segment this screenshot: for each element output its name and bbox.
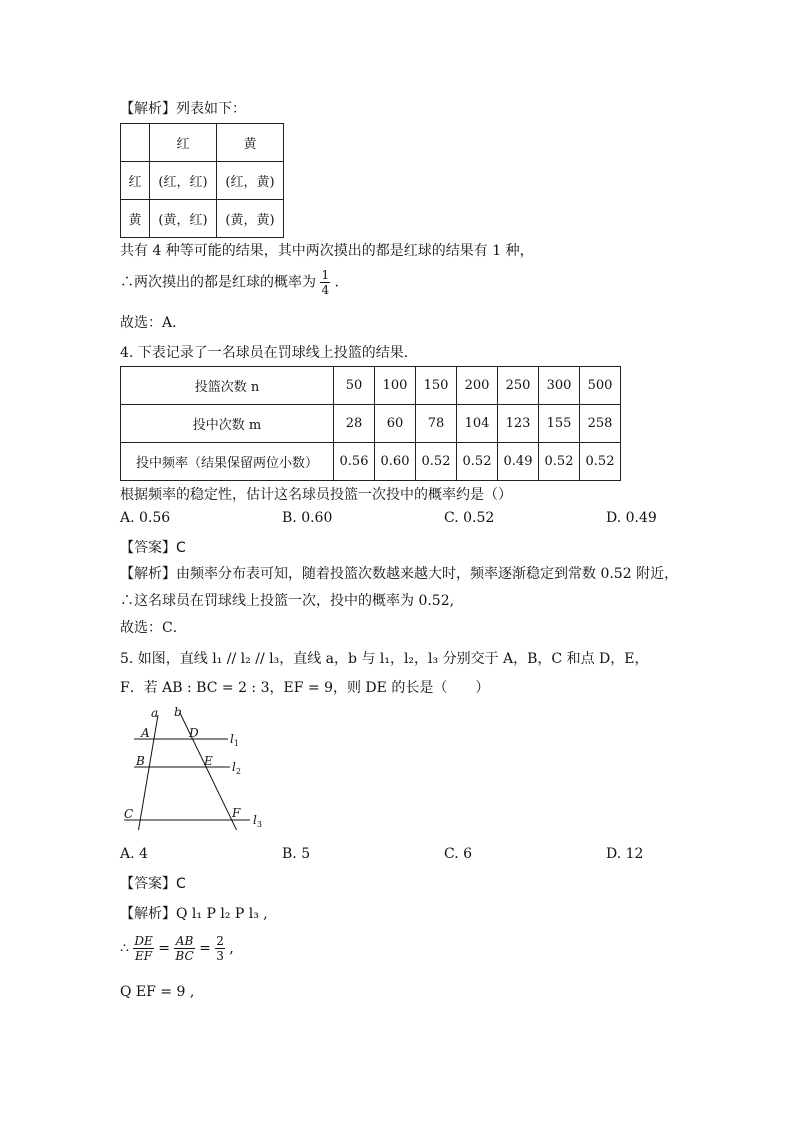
table-cell: (黄，红) [150, 200, 217, 238]
table-cell: 155 [539, 405, 580, 443]
therefore-symbol: ∴ [120, 940, 129, 957]
fraction-de-ef [133, 934, 153, 963]
table-cell: 123 [498, 405, 539, 443]
comma: , [229, 940, 234, 957]
q3-line1: 共有 4 种等可能的结果，其中两次摸出的都是红球的结果有 1 种， [120, 243, 534, 259]
q4-stem: 4. 下表记录了一名球员在罚球线上投篮的结果． [120, 345, 418, 361]
table-cell: 104 [457, 405, 498, 443]
table-cell: 78 [416, 405, 457, 443]
analysis-intro: 列表如下： [176, 101, 246, 117]
q3-outcome-table [120, 123, 284, 238]
fraction-numerator: AB [175, 934, 194, 948]
table-cell: 50 [334, 367, 375, 405]
table-cell: 0.52 [416, 443, 457, 481]
label-F: F [232, 806, 241, 820]
q5-analysis-line3: Q EF = 9 , [120, 984, 195, 1000]
q3-choice: 故选：A． [120, 315, 187, 331]
table-cell: (红，红) [150, 162, 217, 200]
q4-shot-table [120, 366, 621, 481]
label-b: b [174, 705, 182, 719]
q4-analysis-line2: ∴这名球员在罚球线上投篮一次，投中的概率为 0.52, [120, 593, 455, 609]
table-row-header: 红 [121, 162, 150, 200]
fraction-numerator: 1 [321, 268, 330, 282]
fraction-2-3 [215, 934, 225, 963]
label-l3 [253, 813, 262, 829]
label-a: a [151, 706, 159, 720]
label-l1-sub: 1 [233, 739, 239, 748]
table-cell: 250 [498, 367, 539, 405]
q3-line2-suffix: . [334, 274, 339, 291]
q4-answer: 【答案】C [120, 540, 186, 556]
table-cell: 200 [457, 367, 498, 405]
q5-option-d: D. 12 [606, 846, 644, 862]
table-cell: 0.49 [498, 443, 539, 481]
label-l1-letter: l [230, 732, 234, 746]
table-row-header: 黄 [121, 200, 150, 238]
q5-analysis-line1: 【解析】Q l₁ P l₂ P l₃ , [120, 906, 268, 922]
fraction-numerator: DE [134, 934, 153, 948]
equals-sign: = [199, 940, 211, 957]
label-E: E [204, 754, 213, 768]
fraction [320, 268, 330, 297]
table-cell: 0.56 [334, 443, 375, 481]
table-cell: 0.60 [375, 443, 416, 481]
table-cell: 60 [375, 405, 416, 443]
q3-probability-text: ∴两次摸出的都是红球的概率为 [120, 274, 316, 291]
q4-analysis-line1: 【解析】由频率分布表可知，随着投篮次数越来越大时，频率逐渐稳定到常数 0.52 附近， [120, 566, 679, 582]
table-cell: 28 [334, 405, 375, 443]
table-row-label: 投篮次数 n [121, 367, 334, 405]
table-header-cell: 黄 [217, 124, 284, 162]
table-cell: (红，黄) [217, 162, 284, 200]
table-corner-cell [121, 124, 150, 162]
label-l2-sub: 2 [235, 767, 241, 776]
q5-stem-line1: 5. 如图，直线 l₁ // l₂ // l₃，直线 a，b 与 l₁，l₂，l₃ 分别交于 A，B，C 和点 D，E， [120, 651, 649, 667]
q5-option-a: A. 4 [120, 846, 148, 862]
table-cell: 500 [580, 367, 621, 405]
fraction-denominator: 3 [216, 949, 224, 963]
q3-analysis-heading [120, 98, 246, 118]
q5-option-b: B. 5 [282, 846, 311, 862]
table-cell: 0.52 [539, 443, 580, 481]
q5-stem-line2: F．若 AB : BC = 2 : 3，EF = 9，则 DE 的长是（ ） [120, 680, 490, 696]
q5-answer: 【答案】C [120, 876, 186, 892]
table-cell: 100 [375, 367, 416, 405]
table-header-cell: 红 [150, 124, 217, 162]
fraction-numerator: 2 [216, 934, 224, 948]
table-cell: 258 [580, 405, 621, 443]
q4-option-b: B. 0.60 [282, 510, 333, 526]
fraction-denominator: EF [135, 949, 153, 963]
label-B: B [136, 754, 145, 768]
table-row-label: 投中频率（结果保留两位小数） [121, 443, 334, 481]
fraction-denominator: 4 [321, 283, 330, 297]
fraction-ab-bc [174, 934, 194, 963]
q4-option-a: A. 0.56 [120, 510, 171, 526]
q4-option-d: D. 0.49 [606, 510, 657, 526]
equals-sign: = [158, 940, 170, 957]
q5-option-c: C. 6 [444, 846, 473, 862]
label-A: A [141, 726, 150, 740]
q4-option-c: C. 0.52 [444, 510, 495, 526]
label-D: D [189, 726, 199, 740]
label-l2 [232, 760, 241, 776]
q5-analysis-line2 [120, 934, 234, 963]
q4-choice: 故选：C． [120, 620, 187, 636]
table-cell: 300 [539, 367, 580, 405]
table-row-label: 投中次数 m [121, 405, 334, 443]
label-C: C [124, 807, 134, 821]
label-l2-letter: l [232, 760, 236, 774]
parallel-lines-figure [120, 705, 270, 830]
label-l3-letter: l [253, 813, 257, 827]
label-l1 [230, 732, 239, 748]
table-cell: (黄，黄) [217, 200, 284, 238]
q4-question: 根据频率的稳定性，估计这名球员投篮一次投中的概率约是（） [120, 487, 512, 503]
fraction-denominator: BC [175, 949, 194, 963]
table-cell: 0.52 [580, 443, 621, 481]
table-cell: 150 [416, 367, 457, 405]
analysis-label: 【解析】 [120, 101, 176, 117]
q3-line2 [120, 268, 339, 297]
label-l3-sub: 3 [256, 820, 262, 829]
table-cell: 0.52 [457, 443, 498, 481]
